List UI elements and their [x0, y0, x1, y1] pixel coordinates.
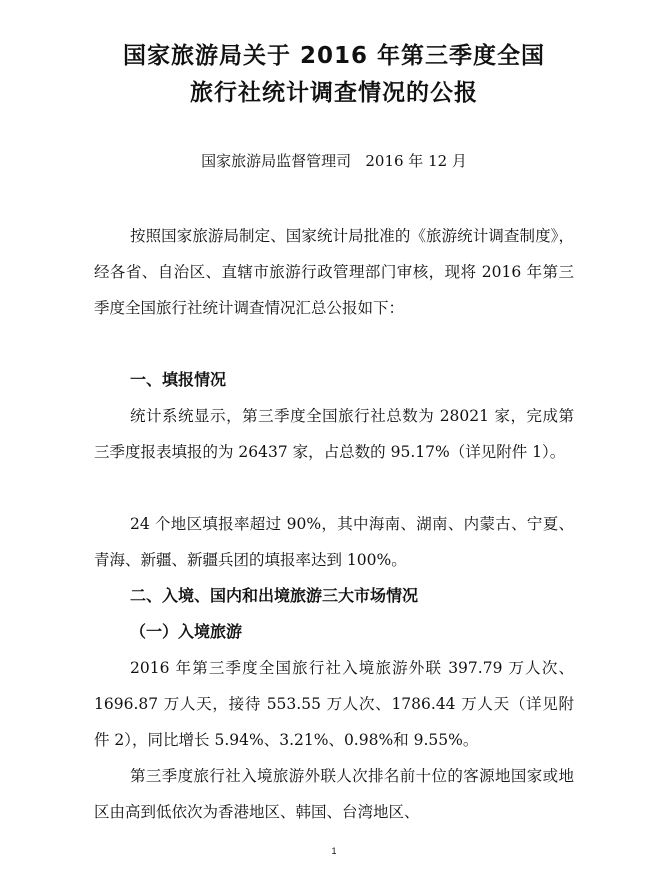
page-number: 1 [331, 846, 337, 856]
inbound-paragraph-2: 第三季度旅行社入境旅游外联人次排名前十位的客源地国家或地区由高到低依次为香港地区、韩国、台湾地区、 [94, 767, 574, 821]
intro-paragraph: 按照国家旅游局制定、国家统计局批准的《旅游统计调查制度》，经各省、自治区、直辖市旅游行政管理部门审核，现将 2016 年第三季度全国旅行社统计调查情况汇总公报如下： [94, 227, 574, 317]
document-title-line-1: 国家旅游局关于 2016 年第三季度全国 [122, 43, 546, 69]
subsection-inbound-heading: （一）入境旅游 [130, 622, 243, 641]
section-1-paragraph-2: 24 个地区填报率超过 90%，其中海南、湖南、内蒙古、宁夏、青海、新疆、新疆兵团的填报率达到 100%。 [94, 515, 574, 569]
section-1-heading: 一、填报情况 [130, 370, 227, 389]
inbound-paragraph-1: 2016 年第三季度全国旅行社入境旅游外联 397.79 万人次、1696.87 万人天，接待 553.55 万人次、1786.44 万人天（详见附件 2），同比增长 5.94%、3.21%、0.98%和 9.55%。 [94, 659, 574, 749]
section-1-paragraph-1: 统计系统显示，第三季度全国旅行社总数为 28021 家，完成第三季度报表填报的为 26437 家，占总数的 95.17%（详见附件 1）。 [94, 407, 574, 461]
issuer-and-date: 国家旅游局监督管理司 2016 年 12 月 [201, 152, 467, 170]
document-title-line-2: 旅行社统计调查情况的公报 [190, 80, 478, 106]
section-2-heading: 二、入境、国内和出境旅游三大市场情况 [130, 586, 419, 605]
